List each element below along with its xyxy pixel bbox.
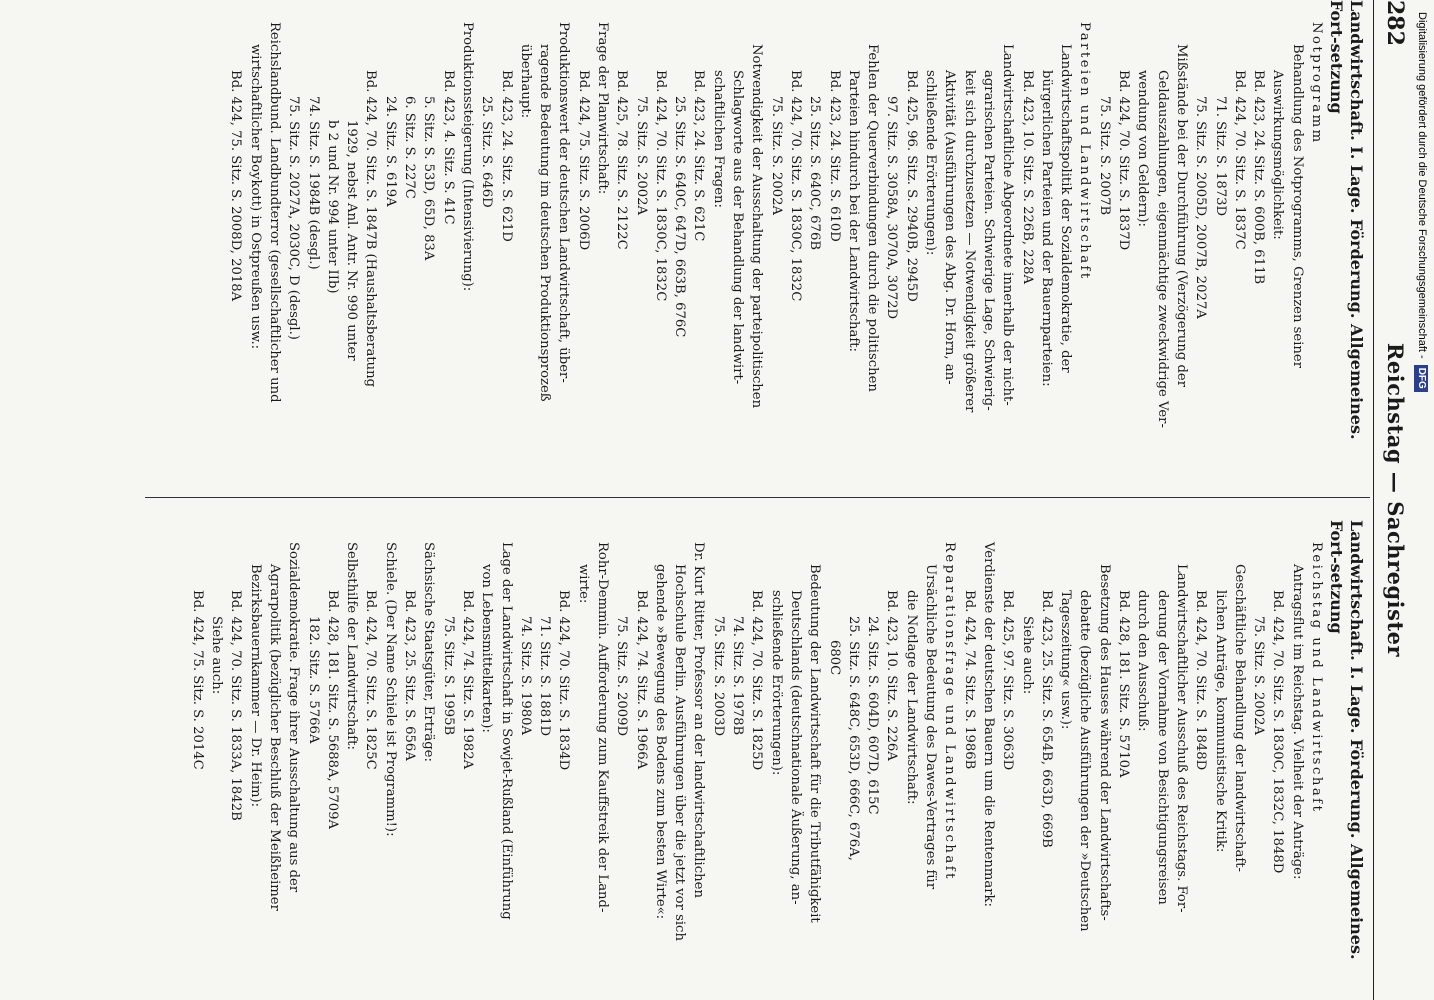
index-entry-line: Bd. 425, 96. Sitz. S. 2940B, 2945D <box>903 70 919 302</box>
index-entry-line: Geschäftliche Behandlung der landwirtschaft- <box>1231 564 1247 872</box>
index-entry-line: Bd. 423, 25. Sitz. S. 654B, 663D, 669B <box>1038 590 1054 848</box>
index-entry-line: Bd. 425, 97. Sitz. S. 3063D <box>1000 590 1016 771</box>
index-entry-line: Geldauszahlungen, eigenmächtige zweckwidrige Ver- <box>1154 70 1170 428</box>
index-entry-line: Bd. 423, 24. Sitz. S. 600B, 611B <box>1251 70 1267 285</box>
index-entry-line: ragende Bedeutung im deutschen Produktionsprozeß <box>537 44 553 402</box>
index-entry-line: die Notlage der Landwirtschaft: <box>903 590 919 805</box>
index-entry-line: Bd. 424, 74. Sitz. S. 1986B <box>961 590 977 770</box>
index-entry-line: Schlagworte aus der Behandlung der landwirt- <box>730 70 746 385</box>
index-entry-line: gehende »Bewegung des Bodens zum besten Wirte«: <box>652 564 668 920</box>
index-entry-line: Antragsflut im Reichstag. Vielheit der Anträge: <box>1289 564 1305 880</box>
index-entry-line: Tageszeitung« usw.): <box>1058 590 1074 730</box>
left-column <box>226 0 1366 470</box>
index-entry-line: Notwendigkeit der Ausschaltung der parteipolitischen <box>749 44 765 409</box>
index-entry-line: Bd. 424, 70. Sitz. S. 1830C, 1832C, 1848D <box>1270 590 1286 874</box>
index-entry-line: Bd. 428, 181. Sitz. S. 5710A <box>1116 590 1132 778</box>
dfg-credit-text: Digitalisierung gefördert durch die Deutsche Forschungsgemeinschaft - <box>1416 12 1428 359</box>
index-entry-line: Ursächliche Bedeutung des Dawes-Vertrages für <box>923 564 939 890</box>
index-entry-line: von Lebensmittelkarten): <box>479 564 495 733</box>
index-entry-line: 75. Sitz. S. 2005D, 2007B, 2027A <box>1193 96 1209 319</box>
index-entry-line: Bedeutung der Landwirtschaft für die Tributfähigkeit <box>807 564 823 923</box>
index-entry-line: Bd. 424, 75. Sitz. S. 2008D, 2018A <box>228 70 244 302</box>
index-entry-line: 71. Sitz. S. 1873D <box>1212 96 1228 217</box>
index-entry-line: 75. Sitz. S. 2003D <box>710 616 726 737</box>
index-entry-line: Reparationsfrage und Landwirtschaft <box>942 542 958 881</box>
index-entry-line: 75. Sitz. S. 1995B <box>440 616 456 736</box>
index-entry-line: Bd. 424, 70. Sitz. S. 1825C <box>363 590 379 770</box>
index-entry-line: 25. Sitz. S. 648C, 653D, 666C, 676A, <box>845 616 861 861</box>
index-entry-line: Bd. 423, 4. Sitz. S. 41C <box>440 70 456 225</box>
page-number: 282 <box>1382 0 1408 46</box>
index-entry-line: Bd. 423, 24. Sitz. S. 610D <box>826 70 842 242</box>
index-entry-line: Landwirtschaftliche Abgeordnete innerhalb der nicht- <box>1000 44 1016 406</box>
index-entry-line: Fehlen der Querverbindungen durch die politischen <box>865 44 881 392</box>
running-title: Reichstag — Sachregister <box>1383 342 1408 658</box>
index-entry-line: 75. Sitz. S. 2009D <box>614 616 630 737</box>
index-entry-line: 680C <box>826 640 842 676</box>
index-entry-line: 97. Sitz. S. 3058A, 3070A, 3072D <box>884 96 900 320</box>
index-entry-line: keit sich durchzusetzen — Notwendigkeit größerer <box>961 70 977 413</box>
index-entry-line: Reichstag und Landwirtschaft <box>1309 542 1324 814</box>
index-entry-line: Bd. 424, 70. Sitz. S. 1830C, 1832C <box>652 70 668 302</box>
index-entry-line: Frage der Planwirtschaft: <box>595 22 611 195</box>
index-entry-line: Bd. 424, 70. Sitz. S. 1833A, 1842B <box>228 590 244 821</box>
index-entry-line: Auswirkungsmöglichkeit: <box>1270 70 1286 240</box>
index-entry-line: Sächsische Staatsgüter, Erträge: <box>421 542 437 762</box>
left-entries <box>226 0 1326 470</box>
index-entry-line: wirte: <box>575 564 591 604</box>
index-entry-line: wendung von Geldern): <box>1135 70 1151 227</box>
index-entry-line: Agrarpolitik (bezüglicher Beschluß der Meißheimer <box>266 564 282 911</box>
index-entry-line: Bd. 428, 181. Sitz. S. 5688A, 5709A <box>324 590 340 830</box>
index-entry-line: derung der Vornahme von Besichtigungsreisen <box>1154 590 1170 905</box>
index-entry-line: 5. Sitz. S. 53D, 65D, 83A <box>421 96 437 261</box>
index-entry-line: Bd. 424, 70. Sitz. S. 1837D <box>1116 70 1132 251</box>
index-entry-line: 74. Sitz. S. 1978B <box>730 616 746 736</box>
index-entry-line: 24. Sitz. S. 604D, 607D, 615C <box>865 616 881 815</box>
index-entry-line: Deutschlands (deutschnationale Äußerung, an- <box>787 590 803 905</box>
index-entry-line: 24. Sitz. S. 619A <box>382 96 398 207</box>
index-entry-line: 75. Sitz. S. 2007B <box>1096 96 1112 216</box>
index-entry-line: 182. Sitz. S. 5766A <box>305 616 321 744</box>
index-entry-line: Behandlung des Notprogramms, Grenzen seiner <box>1289 44 1305 369</box>
index-entry-line: 74. Sitz. S. 1980A <box>517 616 533 736</box>
index-entry-line: Produktionswert der deutschen Landwirtschaft, über- <box>556 22 572 383</box>
index-entry-line: überhaupt: <box>517 44 533 119</box>
index-entry-line: Bd. 424, 70. Sitz. S. 1847B (Haushaltsberatung <box>363 70 379 388</box>
index-entry-line: Aktivität (Ausführungen des Abg. Dr. Horn, an- <box>942 70 958 385</box>
index-entry-line: 1929, nebst Anl. Antr. Nr. 990 unter <box>344 120 360 361</box>
index-entry-line: Bd. 424, 70. Sitz. S. 1830C, 1832C <box>787 70 803 302</box>
index-entry-line: 75. Sitz. S. 2002A <box>633 96 649 216</box>
index-entry-line: 6. Sitz. S. 227C <box>402 96 418 199</box>
index-entry-line: schaftlichen Fragen: <box>710 70 726 208</box>
index-entry-line: Siehe auch: <box>1019 616 1035 695</box>
index-entry-line: Bd. 424, 75. Sitz. S. 2006D <box>575 70 591 251</box>
index-entry-line: Bd. 423, 10. Sitz. S. 226B, 228A <box>1019 70 1035 285</box>
index-entry-line: b 2 und Nr. 994 unter IIb) <box>324 120 340 294</box>
index-entry-line: Bd. 423, 25. Sitz. S. 656A <box>402 590 418 761</box>
index-entry-line: Parteien hindurch bei der Landwirtschaft: <box>845 70 861 352</box>
index-entry-line: Bd. 423, 10. Sitz. S. 226A <box>884 590 900 761</box>
index-entry-line: Bd. 424, 75. Sitz. S. 2014C <box>189 590 205 770</box>
index-entry-line: Bd. 425, 78. Sitz. S. 2122C <box>614 70 630 250</box>
index-entry-line: Bd. 424, 70. Sitz. S. 1848D <box>1193 590 1209 771</box>
index-entry-line: Hochschule Berlin. Ausführungen über die jetzt vor sich <box>672 564 688 941</box>
index-entry-line: 25. Sitz. S. 640C, 647D, 663B, 676C <box>672 96 688 338</box>
index-entry-line: Reichslandbund. Landbundterror (gesellschaftlicher und <box>266 22 282 403</box>
index-entry-line: Bezirksbauernkammer — Dr. Heim): <box>247 564 263 808</box>
index-entry-line: 71. Sitz. S. 1881D <box>537 616 553 737</box>
index-entry-line: Landwirtschaftlicher Ausschuß des Reichstags. For- <box>1173 564 1189 913</box>
index-entry-line: lichen Anträge, kommunistische Kritik: <box>1212 590 1228 853</box>
index-entry-line: Notprogramm <box>1309 22 1324 145</box>
index-entry-line: 25. Sitz. S. 646D <box>479 96 495 208</box>
right-column <box>187 520 1366 990</box>
index-entry-line: agrarischen Parteien. Schwierige Lage, Schwierig- <box>980 70 996 411</box>
index-entry-line: 74. Sitz. S. 1984B (desgl.) <box>305 96 321 270</box>
index-entry-line: 75. Sitz. S. 2002A <box>1251 616 1267 736</box>
index-entry-line: Bd. 424, 70. Sitz. S. 1837C <box>1231 70 1247 250</box>
index-entry-line: schließende Erörterungen): <box>923 70 939 256</box>
index-entry-line: schließende Erörterungen): <box>768 590 784 776</box>
rotated-page <box>134 0 1434 1000</box>
index-entry-line: Siehe auch: <box>209 616 225 695</box>
right-column-heading: Landwirtschaft. I. Lage. Förderung. Allgemeines. Fort-setzung <box>1327 520 1366 960</box>
index-entry-line: 25. Sitz. S. 640C, 676B <box>807 96 823 251</box>
index-entry-line: Dr. Kurt Ritter, Professor an der landwirtschaftlichen <box>691 542 707 898</box>
index-entry-line: 75. Sitz. S. 2002A <box>768 96 784 216</box>
index-entry-line: Bd. 423, 24. Sitz. S. 621C <box>691 70 707 242</box>
index-entry-line: Parteien und Landwirtschaft <box>1077 22 1093 281</box>
index-entry-line: Besetzung des Hauses während der Landwirtschafts- <box>1096 564 1112 921</box>
right-entries <box>187 520 1326 990</box>
index-entry-line: Sozialdemokratie. Frage ihrer Ausschaltung aus der <box>286 542 302 893</box>
index-entry-line: Selbsthilfe der Landwirtschaft: <box>344 542 360 750</box>
index-entry-line: Verdienste der deutschen Bauern um die Rentenmark: <box>980 542 996 907</box>
index-entry-line: Lage der Landwirtschaft in Sowjet-Rußland (Einführung <box>498 542 514 920</box>
index-entry-line: bürgerlichen Parteien und der Bauernparteien: <box>1038 70 1054 387</box>
index-entry-line: Produktionssteigerung (Intensivierung): <box>459 22 475 292</box>
left-column-heading: Landwirtschaft. I. Lage. Förderung. Allgemeines. Fort-setzung <box>1327 0 1366 440</box>
index-entry-line: durch den Ausschuß: <box>1135 590 1151 732</box>
column-divider <box>145 497 1370 498</box>
index-entry-line: Bd. 423, 24. Sitz. S. 621D <box>498 70 514 242</box>
index-entry-line: Schiele. (Der Name Schiele ist Programm!): <box>382 542 398 837</box>
dfg-logo-icon: DFG <box>1414 365 1428 392</box>
index-entry-line: Bd. 424, 70. Sitz. S. 1834D <box>556 590 572 771</box>
index-entry-line: 75. Sitz. S. 2027A, 2030C, D (desgl.) <box>286 96 302 340</box>
index-entry-line: Bd. 424, 74. Sitz. S. 1982A <box>459 590 475 770</box>
header-rule <box>1373 0 1374 1000</box>
index-entry-line: Bd. 424, 70. Sitz. S. 1825D <box>749 590 765 771</box>
index-entry-line: wirtschaftlicher Boykott) in Ostpreußen usw.: <box>247 44 263 350</box>
index-entry-line: Rohr-Demmin. Aufforderung zum Kauffstreik der Land- <box>595 542 611 913</box>
index-entry-line: debatte (bezügliche Ausführungen der »Deutschen <box>1077 590 1093 932</box>
index-entry-line: Bd. 424, 74. Sitz. S. 1966A <box>633 590 649 770</box>
digitization-sidebar <box>1412 12 1432 992</box>
index-entry-line: Landwirtschaftspolitik der Sozialdemokratie, der <box>1058 44 1074 373</box>
index-entry-line: Mißstände bei der Durchführung (Verzögerung der <box>1173 44 1189 388</box>
